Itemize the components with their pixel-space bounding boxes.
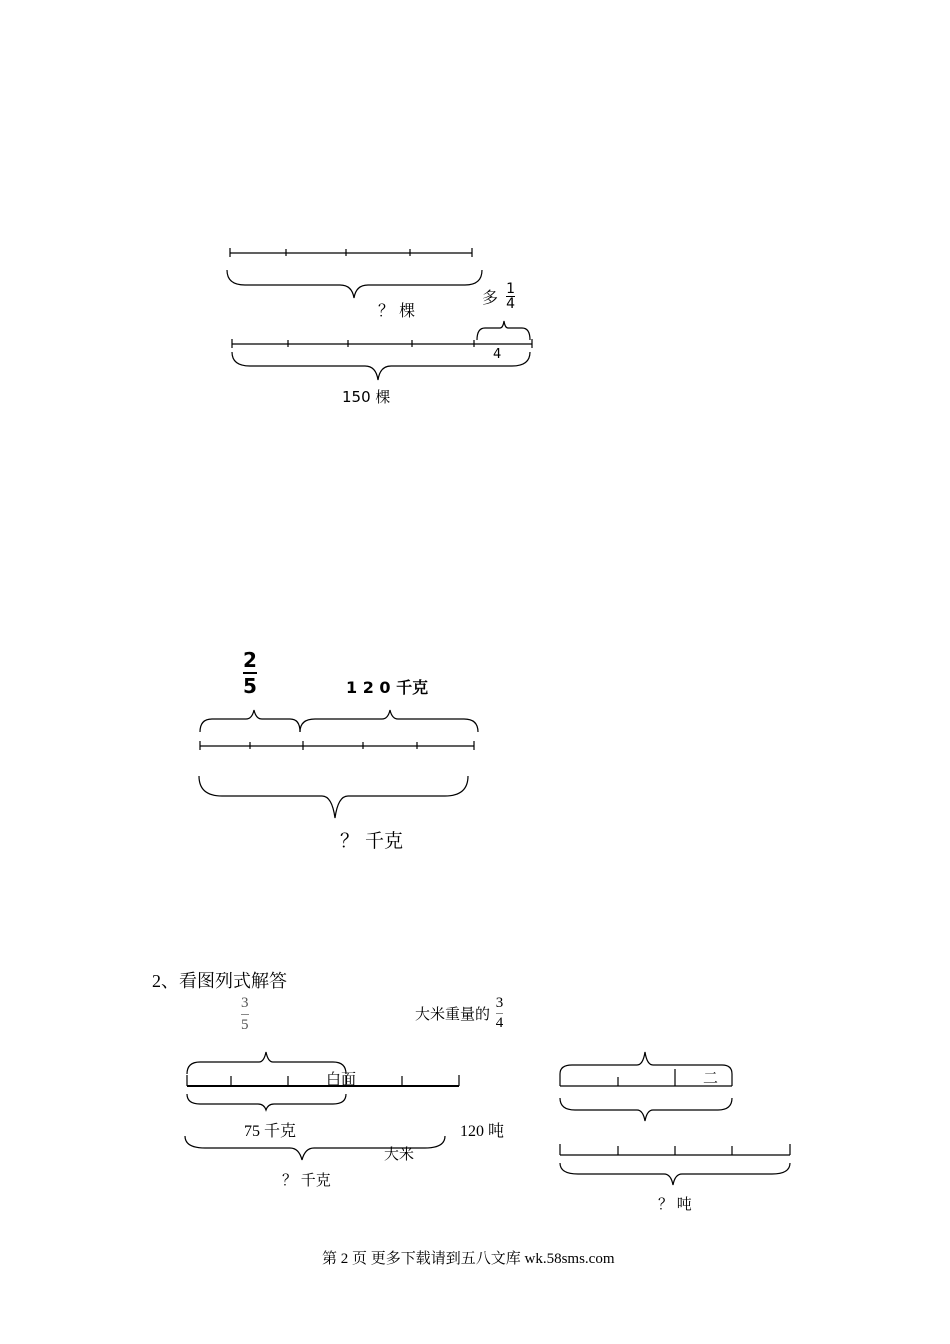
fraction-numerator: 1 xyxy=(506,281,516,297)
fraction-denominator: 4 xyxy=(495,1015,504,1031)
total-brace xyxy=(560,1163,790,1185)
caption-text: 大米重量的 xyxy=(415,1007,491,1023)
caption-label xyxy=(415,996,503,1031)
inner-mark: 二 xyxy=(703,1071,719,1087)
extra-value-label: 4 xyxy=(493,347,502,362)
fraction-numerator: 3 xyxy=(495,995,504,1011)
fraction-denominator: 5 xyxy=(241,1014,249,1033)
total-quantity-label: ？ 千克 xyxy=(340,830,404,852)
known-quantity-label: 120 吨 xyxy=(460,1123,505,1140)
flour-label: 白面 xyxy=(326,1072,357,1088)
more-text: 多 xyxy=(482,288,499,307)
fraction-denominator: 4 xyxy=(506,296,516,312)
fraction-numerator: 2 xyxy=(243,648,257,672)
fraction-denominator: 5 xyxy=(243,674,257,698)
total-quantity-label: ？ 吨 xyxy=(658,1197,692,1213)
rice-label: 大米 xyxy=(384,1147,415,1163)
top-quantity-label: ？ 棵 xyxy=(378,301,416,320)
total-quantity-label: ？ 千克 xyxy=(282,1173,331,1189)
known-brace xyxy=(560,1098,732,1121)
caption-fraction xyxy=(496,996,504,1031)
page-footer: 第 2 页 更多下载请到五八文库 wk.58sms.com xyxy=(322,1251,615,1267)
known-quantity-label: 75 千克 xyxy=(244,1123,297,1140)
known-quantity-label: 1 2 0 千克 xyxy=(346,678,429,697)
bottom-quantity-label: 150 棵 xyxy=(342,388,391,406)
section-heading: 2、看图列式解答 xyxy=(152,971,287,991)
fraction-numerator: 3 xyxy=(241,995,249,1011)
